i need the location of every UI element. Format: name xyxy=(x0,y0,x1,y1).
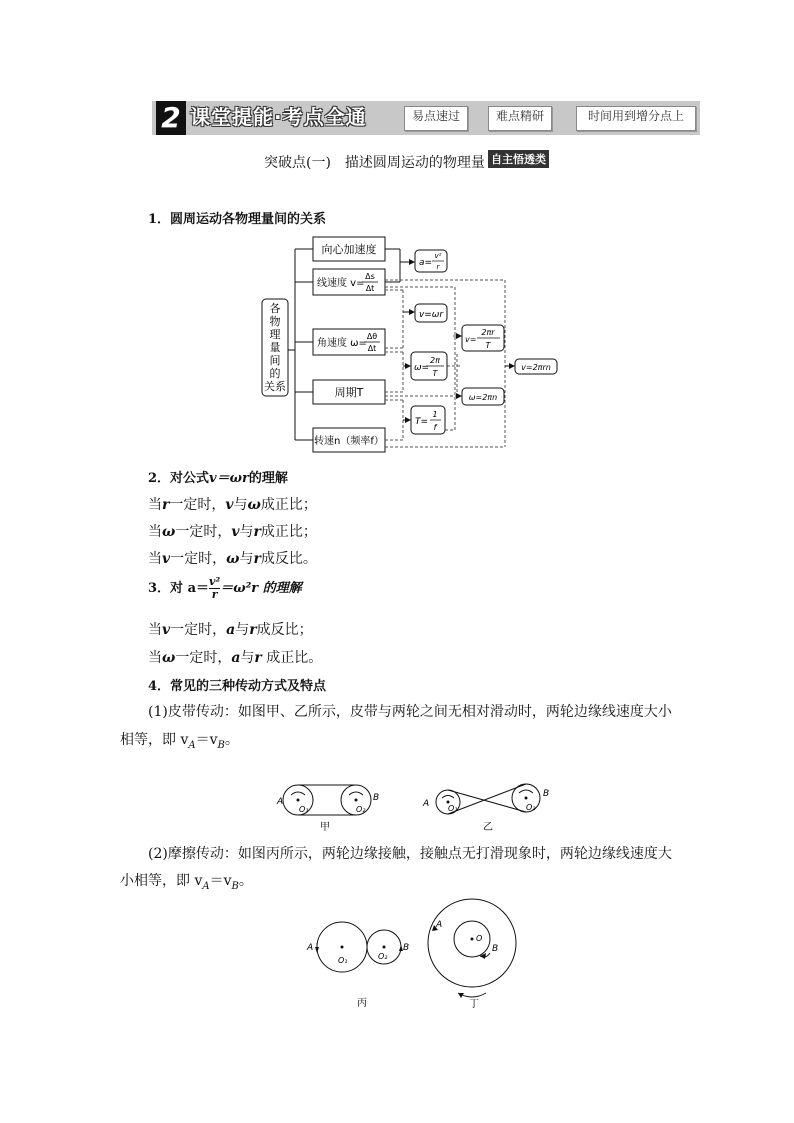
svg-text:物: 物 xyxy=(269,315,281,328)
svg-text:a=: a= xyxy=(419,258,433,268)
time-points-button[interactable]: 时间用到增分点上 xyxy=(576,106,696,131)
svg-text:Δθ: Δθ xyxy=(366,332,378,341)
para-belt-line2: 相等，即 $v_A=v_B$。 xyxy=(120,732,239,751)
item-angular: 角速度 ω= xyxy=(317,338,367,349)
svg-text:f: f xyxy=(433,423,437,432)
heading-4: 4．常见的三种传动方式及特点 xyxy=(148,679,327,694)
svg-text:O₁: O₁ xyxy=(299,805,309,814)
rule-line-1: 当r一定时，v与ω成正比； xyxy=(148,497,317,513)
heading-3: 3．对 a＝ $\frac{\text{v²}}{r}$ ＝ω²r 的理解 xyxy=(148,575,302,601)
friction-drive-figure xyxy=(300,893,522,1011)
svg-text:1: 1 xyxy=(432,410,438,419)
svg-text:v=ωr: v=ωr xyxy=(418,310,444,320)
section-badge: 自主悟透类 xyxy=(488,150,549,168)
caption-bing: 丙 xyxy=(357,998,367,1009)
banner-number: 2 xyxy=(156,101,186,135)
svg-text:A: A xyxy=(277,797,284,807)
svg-text:的: 的 xyxy=(269,367,281,380)
svg-text:2πr: 2πr xyxy=(481,328,495,337)
svg-text:T: T xyxy=(485,341,491,350)
rule-line-4: 当v一定时，a与r成反比； xyxy=(148,622,313,638)
caption-ding: 丁 xyxy=(469,999,479,1010)
svg-text:A: A xyxy=(307,943,314,953)
svg-text:ω=: ω= xyxy=(414,363,430,373)
svg-text:量: 量 xyxy=(269,341,281,354)
caption-jia: 甲 xyxy=(320,822,330,833)
rule-line-2: 当ω一定时，v与r成正比； xyxy=(148,524,317,540)
svg-text:各: 各 xyxy=(269,302,281,315)
item-centripetal: 向心加速度 xyxy=(321,243,377,256)
svg-text:B: B xyxy=(492,944,499,954)
item-linear: 线速度 v= xyxy=(317,278,365,289)
svg-text:T: T xyxy=(432,369,438,378)
svg-text:B: B xyxy=(373,793,380,803)
svg-text:O₂: O₂ xyxy=(356,805,366,814)
section-title: 突破点(一) 描述圆周运动的物理量 xyxy=(264,155,485,171)
item-rotation: 转速n（频率f） xyxy=(314,436,384,447)
relation-diagram xyxy=(255,232,565,454)
svg-text:v²: v² xyxy=(434,252,442,260)
rule-line-5: 当ω一定时，a与r 成正比。 xyxy=(148,650,323,666)
svg-text:B: B xyxy=(543,789,550,799)
heading-1: 1．圆周运动各物理量间的关系 xyxy=(148,212,327,227)
svg-text:间: 间 xyxy=(269,354,281,367)
section-banner xyxy=(152,101,700,135)
para-friction-line2: 小相等，即 $v_A=v_B$。 xyxy=(120,873,253,892)
svg-text:r: r xyxy=(436,263,440,271)
svg-text:O₂: O₂ xyxy=(526,803,536,812)
svg-text:ω=2πn: ω=2πn xyxy=(468,393,498,402)
para-friction-line1: (2)摩擦传动：如图丙所示，两轮边缘接触，接触点无打滑现象时，两轮边缘线速度大 xyxy=(148,846,672,862)
svg-text:关系: 关系 xyxy=(264,380,286,393)
belt-drive-figure xyxy=(268,780,558,836)
svg-text:O₁: O₁ xyxy=(448,804,458,813)
svg-text:O: O xyxy=(476,934,483,943)
svg-text:v=2πrn: v=2πrn xyxy=(521,363,551,372)
item-period: 周期T xyxy=(334,386,364,399)
banner-title: 课堂提能·考点全通 xyxy=(190,105,367,129)
svg-text:Δt: Δt xyxy=(365,284,375,293)
svg-text:T=: T= xyxy=(415,417,429,427)
caption-yi: 乙 xyxy=(483,822,493,833)
svg-text:Δs: Δs xyxy=(365,272,375,281)
svg-text:A: A xyxy=(423,799,430,809)
svg-text:A: A xyxy=(436,920,443,930)
easy-points-button[interactable]: 易点速过 xyxy=(404,106,468,131)
svg-text:理: 理 xyxy=(269,328,281,341)
svg-text:v=: v= xyxy=(465,335,477,344)
heading-2: 2．对公式v＝ωr的理解 xyxy=(148,471,288,486)
para-belt-line1: (1)皮带传动：如图甲、乙所示，皮带与两轮之间无相对滑动时，两轮边缘线速度大小 xyxy=(148,704,672,720)
svg-text:O₂: O₂ xyxy=(378,952,388,961)
svg-text:B: B xyxy=(403,943,410,953)
svg-text:O₁: O₁ xyxy=(338,956,348,965)
hard-points-button[interactable]: 难点精研 xyxy=(488,106,552,131)
svg-text:2π: 2π xyxy=(430,356,440,365)
svg-text:Δt: Δt xyxy=(367,344,377,353)
rule-line-3: 当v一定时，ω与r成反比。 xyxy=(148,551,317,567)
